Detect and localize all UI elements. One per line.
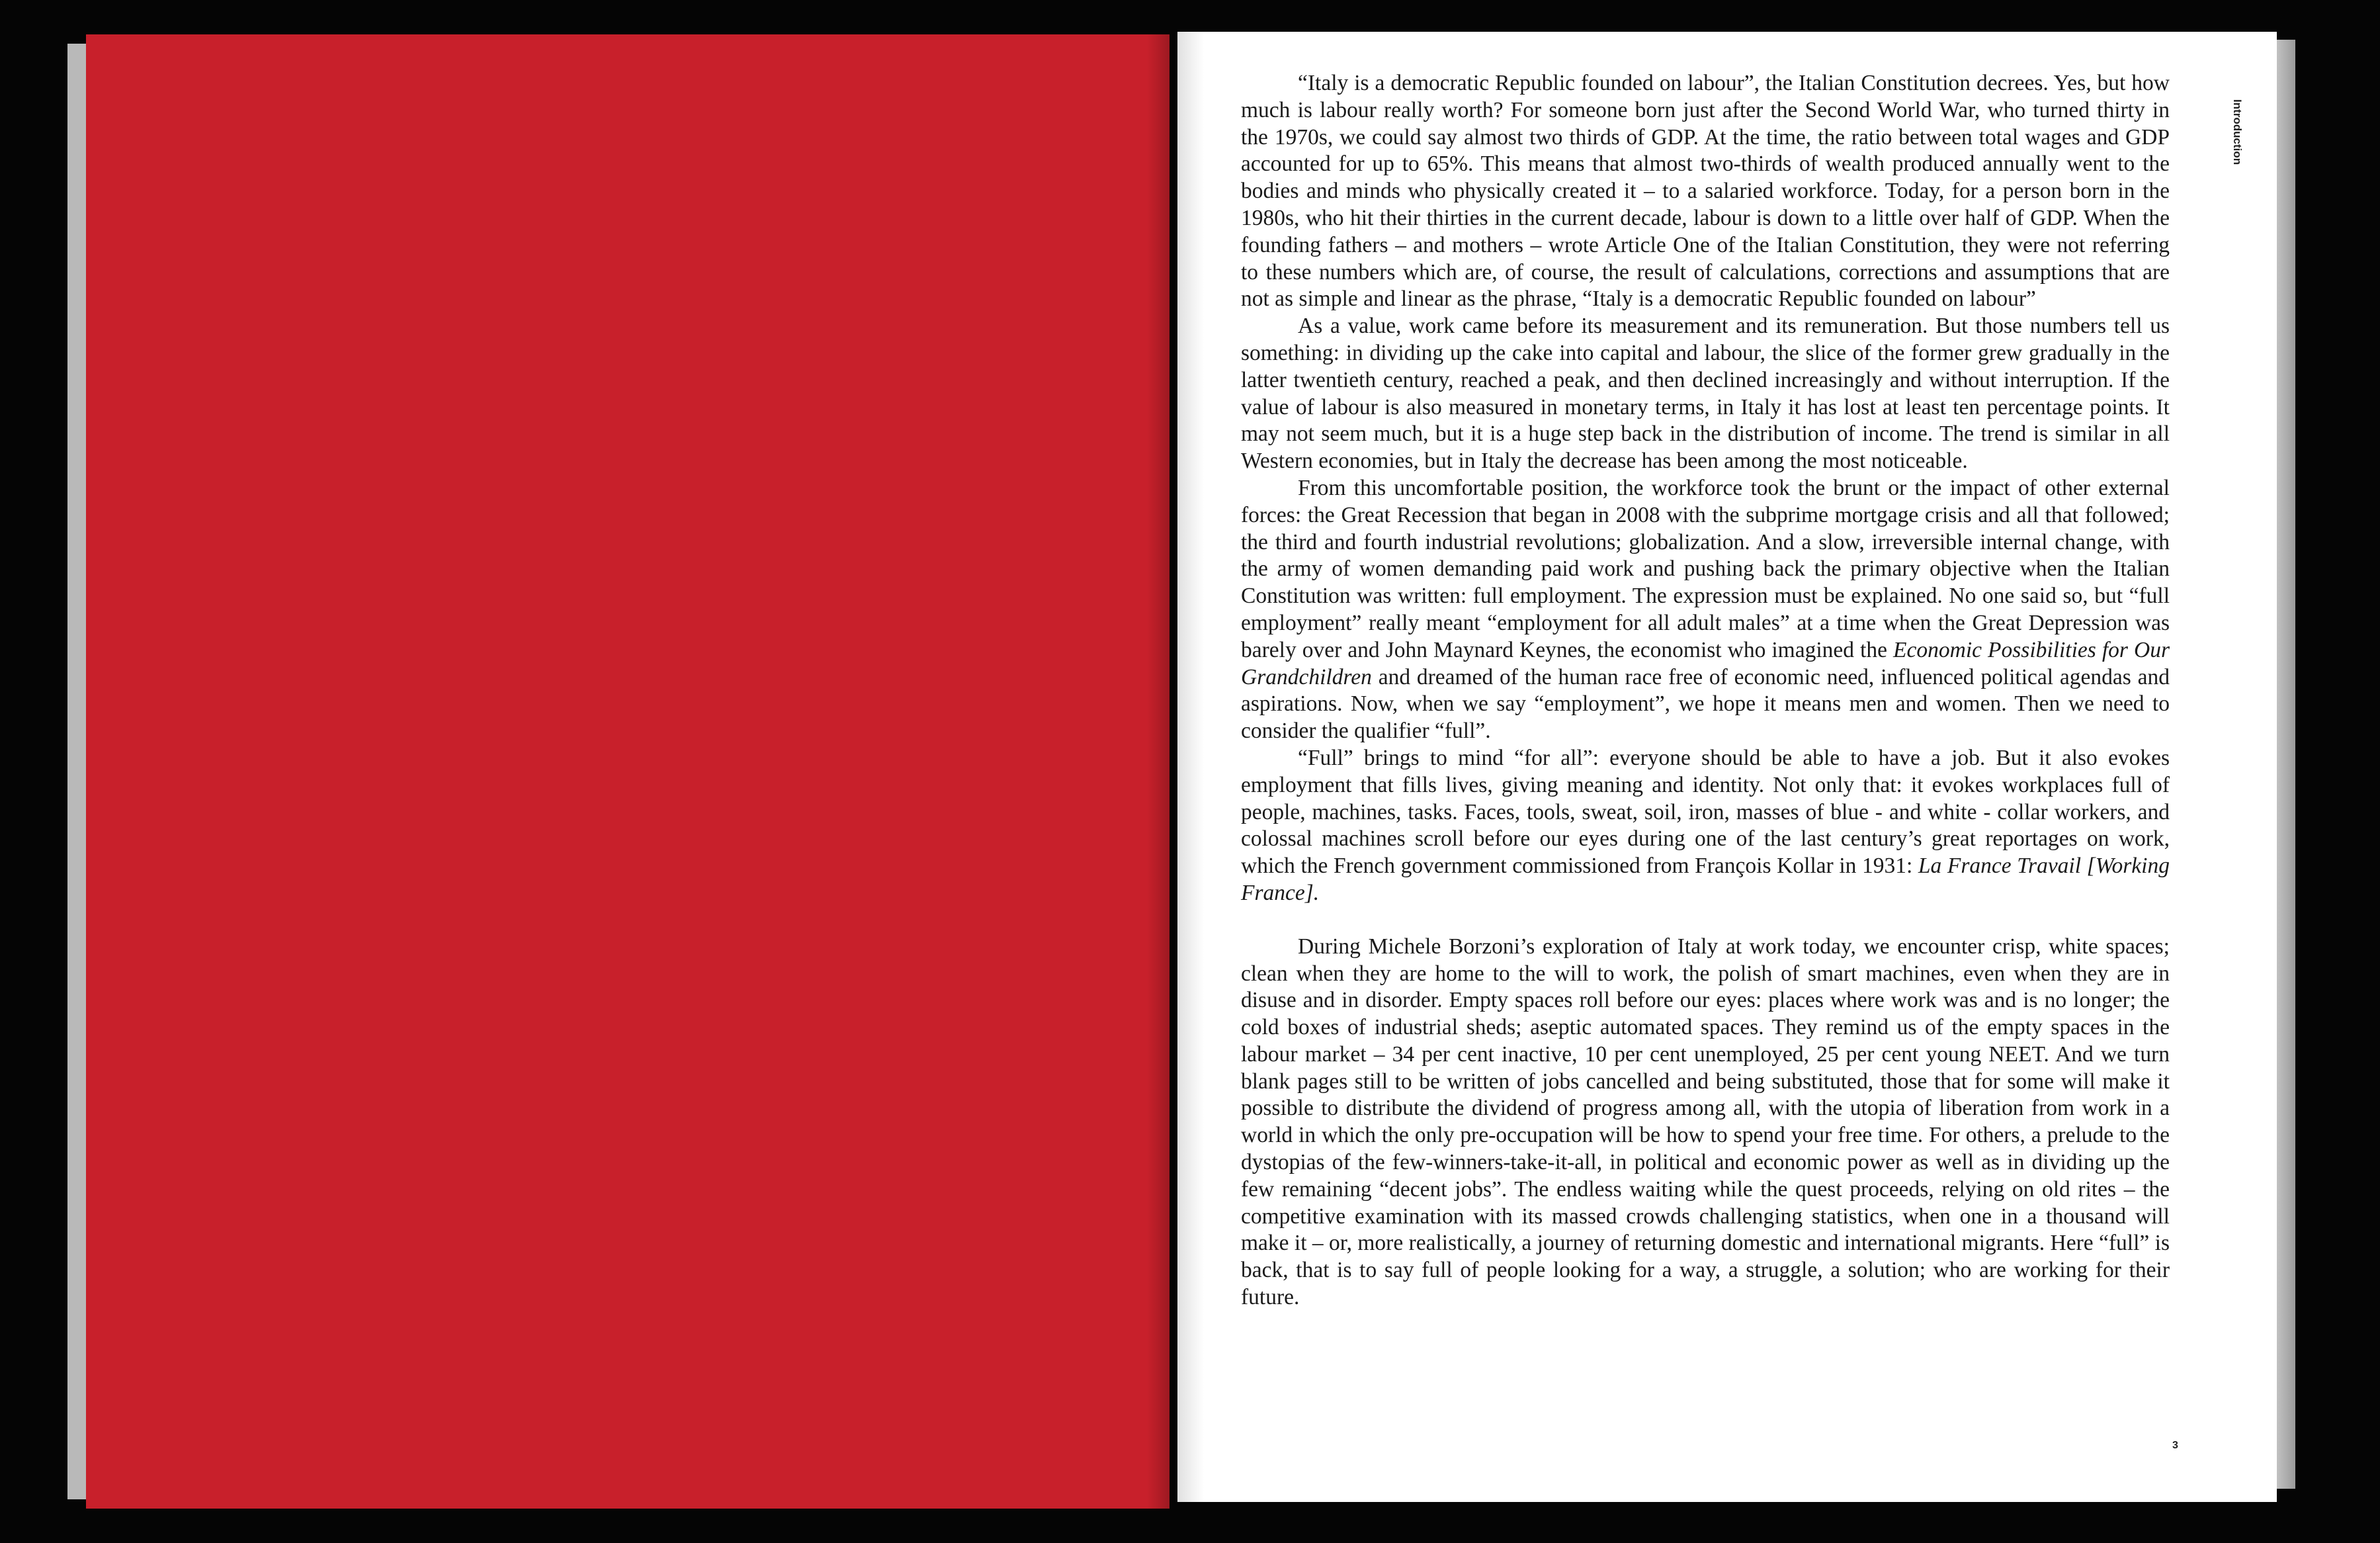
book-title-kollar: La France Travail [Working France].: [1241, 854, 2170, 905]
paragraph-1-text: “Italy is a democratic Republic founded on labour”, the Italian Constitution decrees. Yes, but how much is labour really worth? For someone born just after the Second World War, who turned thirty in the 1970s, we could say almost two thirds of GDP. At the time, the ratio between total wages and GDP accounted for up to 65%. This means that almost two-thirds of wealth produced annually went to the bodies and minds who physically created it – to a salaried workforce. Today, for a person born in the 1980s, who hit their thirties in the current decade, labour is down to a little over half of GDP. When the founding fathers – and mothers – wrote Article One of the Italian Constitution, they were not referring to these numbers which are, of course, the result of calculations, corrections and assumptions that are not as simple and linear as the phrase, “Italy is a democratic Republic founded on labour”: [1241, 71, 2170, 312]
left-page-edge: [67, 44, 87, 1499]
paragraph-2-text: As a value, work came before its measurement and its remuneration. But those numbers tell us something: in dividing up the cake into capital and labour, the slice of the former grew gradually in the latter twentieth century, reached a peak, and then declined increasingly and without interruption. If the value of labour is also measured in monetary terms, in Italy it has lost at least ten percentage points. It may not seem much, but it is a huge step back in the distribution of income. The trend is similar in all Western economies, but in Italy the decrease has been among the most noticeable.: [1241, 314, 2170, 474]
paragraph-5: [1241, 934, 2170, 1311]
paragraph-3: [1241, 475, 2170, 745]
page-number: 3: [2172, 1440, 2178, 1451]
left-red-page: [86, 34, 1169, 1509]
paragraph-3-text-a: From this uncomfortable position, the workforce took the brunt or the impact of other external forces: the Great Recession that began in 2008 with the subprime mortgage crisis and all that followed; the third and fourth industrial revolutions; globalization. And a slow, irreversible internal change, with the army of women demanding paid work and pushing back the primary objective when the Italian Constitution was written: full employment. The expression must be explained. No one said so, but “full employment” really meant “employment for all adult males” at a time when the Great Depression was barely over and John Maynard Keynes, the economist who imagined the: [1241, 475, 2170, 662]
paragraph-4-text: “Full” brings to mind “for all”: everyone should be able to have a job. But it also evokes employment that fills lives, giving meaning and identity. Not only that: it evokes workplaces full of people, machines, tasks. Faces, tools, sweat, soil, iron, masses of blue - and white - collar workers, and colossal machines scroll before our eyes during one of the last century’s great reportages on work, which the French government commissioned from François Kollar in 1931:: [1241, 745, 2170, 879]
paragraph-4: [1241, 745, 2170, 907]
paragraph-3-text-b: and dreamed of the human race free of economic need, influenced political agendas and aspirations. Now, when we say “employment”, we hope it means men and women. Then we need to consider the qualifier “full”.: [1241, 664, 2170, 744]
paragraph-1: [1241, 70, 2170, 313]
book-title-keynes: Economic Possibilities for Our Grandchildren: [1241, 637, 2170, 689]
right-text-page: [1177, 32, 2277, 1502]
paragraph-2: [1241, 313, 2170, 475]
running-head: Introduction: [2231, 99, 2244, 165]
body-text: [1241, 70, 2170, 1311]
paragraph-5-text: During Michele Borzoni’s exploration of Italy at work today, we encounter crisp, white spaces; clean when they are home to the will to work, the polish of smart machines, even when they are in disuse and in disorder. Empty spaces roll before our eyes: places where work was and is no longer; the cold boxes of industrial sheds; aseptic automated spaces. They remind us of the empty spaces in the labour market – 34 per cent inactive, 10 per cent unemployed, 25 per cent young NEET. And we turn blank pages still to be written of jobs cancelled and being substituted, those that for some will make it possible to distribute the dividend of progress among all, with the utopia of liberation from work in a world in which the only pre-occupation will be how to spend your free time. For others, a prelude to the dystopias of the few-winners-take-it-all, in political and economic power as well as in dividing up the few remaining “decent jobs”. The endless waiting while the quest proceeds, relying on old rites – the competitive examination with its massed crowds challenging statistics, when one in a thousand will make it – or, more realistically, a journey of returning domestic and international migrants. Here “full” is back, that is to say full of people looking for a way, a struggle, a solution; who are working for their future.: [1241, 934, 2170, 1310]
